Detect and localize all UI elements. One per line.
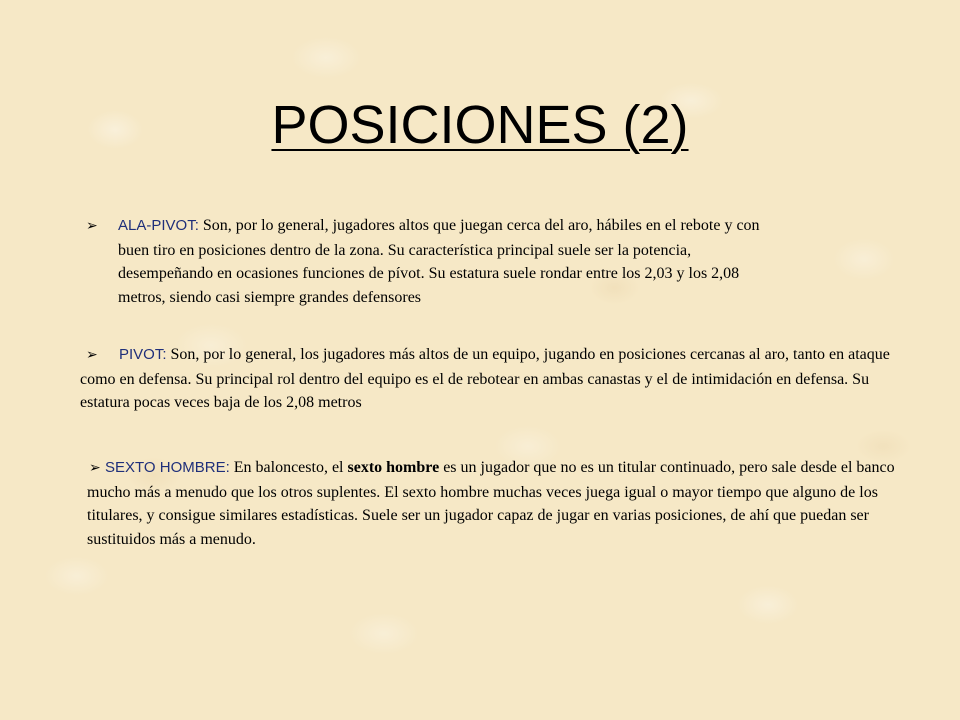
arrowhead-bullet-icon: ➢ xyxy=(89,460,101,476)
section-line: buen tiro en posiciones dentro de la zona. Su característica principal suele ser la potencia, xyxy=(118,241,692,259)
section-line xyxy=(86,214,906,239)
slide-title-text: POSICIONES (2) xyxy=(271,95,689,155)
slide-title xyxy=(0,92,960,158)
section-text: Son, por lo general, los jugadores más altos de un equipo, jugando en posiciones cercanas al aro, tanto en ataque como en defensa. Su principal rol dentro del equipo es el de rebotear en ambas canastas y el de intimidación en defensa. Su estatura pocas veces baja de los 2,08 metros xyxy=(80,346,890,411)
section-bold-term: sexto hombre xyxy=(347,459,440,476)
section-line: desempeñando en ocasiones funciones de pívot. Su estatura suele rondar entre los 2,03 y los 2,08 xyxy=(118,265,740,282)
section-sexto-hombre xyxy=(87,456,927,551)
arrowhead-bullet-icon: ➢ xyxy=(86,347,98,363)
section-label: PIVOT: xyxy=(119,346,167,363)
section-label: ALA-PIVOT: xyxy=(118,217,199,234)
arrowhead-bullet-icon: ➢ xyxy=(86,218,98,234)
section-text: Son, por lo general, jugadores altos que juegan cerca del aro, hábiles en el rebote y con xyxy=(198,217,760,234)
section-line: metros, siendo casi siempre grandes defensores xyxy=(118,288,422,306)
section-ala-pivot xyxy=(86,214,906,309)
section-text-before: En baloncesto, el xyxy=(229,459,348,476)
section-label: SEXTO HOMBRE: xyxy=(105,459,230,476)
section-pivot xyxy=(80,343,920,415)
section-text-after: es un jugador que no es un titular continuado, pero sale desde el banco mucho más a menudo que los otros suplentes. El sexto hombre muchas veces juega igual o mayor tiempo que alguno de los titulares, y consigue similares estadísticas. Suele ser un jugador capaz de jugar en varias posiciones, de ahí que puedan ser sustituidos más a menudo. xyxy=(87,459,895,548)
